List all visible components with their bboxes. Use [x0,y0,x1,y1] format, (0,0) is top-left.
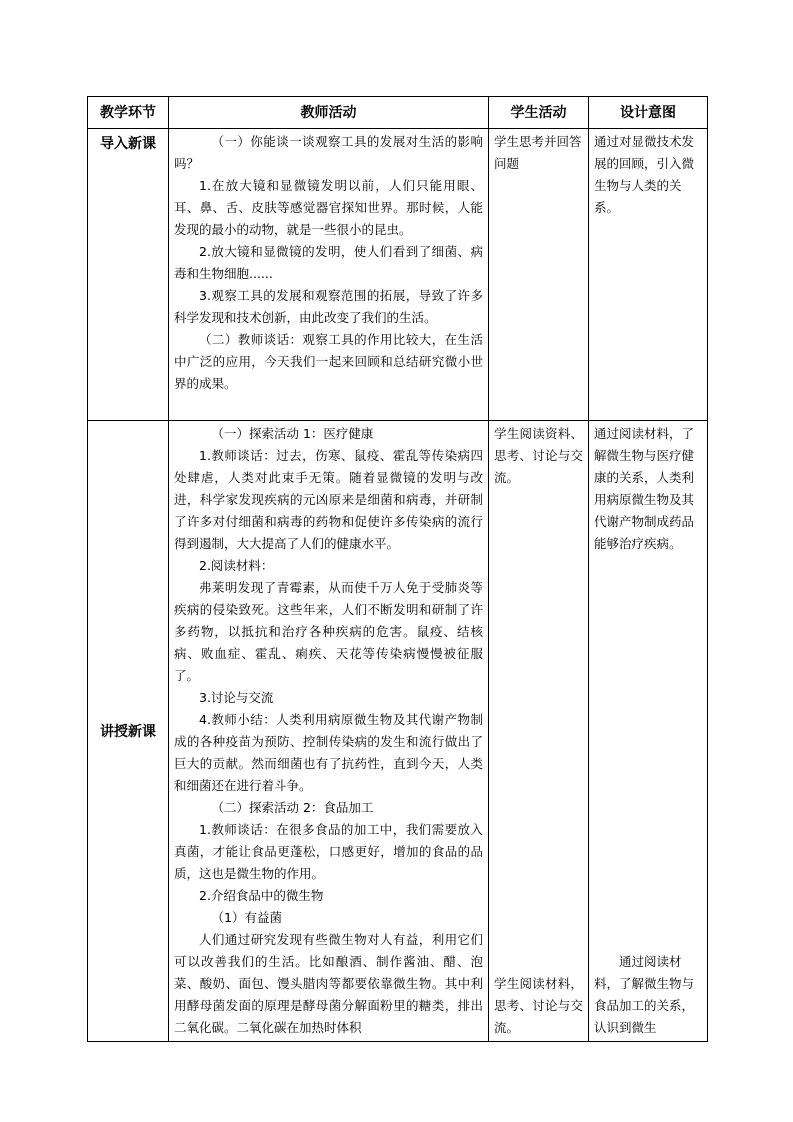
teacher-paragraph: 2.介绍食品中的微生物 [199,888,324,903]
student-text: 学生阅读资料、思考、讨论与交流。 [494,426,583,485]
teacher-paragraph: 1.教师谈话：过去，伤寒、鼠疫、霍乱等传染病四处肆虐，人类对此束手无策。随着显微镜的发明与改进，科学家发现疾病的元凶原来是细菌和病毒，并研制了许多对付细菌和病毒的药物和促使许多传染病的流行得到遏制，大大提高了人们的健康水平。 [174,448,483,551]
teacher-cell [169,421,489,1042]
teacher-paragraph: 1.在放大镜和显微镜发明以前，人们只能用眼、耳、鼻、舌、皮肤等感觉器官探知世界。那时候，人能发现的最小的动物，就是一些很小的昆虫。 [174,178,483,237]
teacher-paragraph: （1）有益菌 [211,910,282,925]
teacher-paragraph: （二）教师谈话：观察工具的作用比较大，在生活中广泛的应用，今天我们一起来回顾和总结研究微小世界的成果。 [174,332,483,391]
stage-cell: 讲授新课 [88,421,169,1042]
teacher-paragraph: 2.阅读材料： [199,558,274,573]
stage-cell: 导入新课 [88,129,169,421]
intent-text: 通过对显微技术发展的回顾，引入微生物与人类的关系。 [594,134,695,215]
lesson-plan-table [87,96,708,1042]
table-row [88,129,708,421]
student-text: 学生阅读材料，思考、讨论与交流。 [494,976,583,1035]
teacher-paragraph: 人们通过研究发现有些微生物对人有益，利用它们可以改善我们的生活。比如酿酒、制作酱油、醋、泡菜、酸奶、面包、馒头腊肉等都要依靠微生物。其中利用酵母菌发面的原理是酵母菌分解面粉里的糖类，排出二氧化碳。二氧化碳在加热时体积 [174,932,483,1035]
teacher-paragraph: 4.教师小结：人类利用病原微生物及其代谢产物制成的各种疫苗为预防、控制传染病的发生和流行做出了巨大的贡献。然而细菌也有了抗药性，直到今天，人类和细菌还在进行着斗争。 [174,712,483,793]
teacher-paragraph: 3.讨论与交流 [199,690,274,705]
intent-cell [589,129,708,421]
header-stage: 教学环节 [88,97,169,129]
teacher-paragraph: 3.观察工具的发展和观察范围的拓展，导致了许多科学发现和技术创新，由此改变了我们的生活。 [174,288,483,325]
teacher-paragraph: 1.教师谈话：在很多食品的加工中，我们需要放入真菌，才能让食品更蓬松，口感更好，增加的食品的品质，这也是微生物的作用。 [174,822,483,881]
teacher-paragraph: 2.放大镜和显微镜的发明，使人们看到了细菌、病毒和生物细胞...... [174,244,483,281]
student-cell [489,421,589,1042]
intent-cell [589,421,708,1042]
student-cell [489,129,589,421]
teacher-paragraph: （一）你能谈一谈观察工具的发展对生活的影响吗？ [174,134,483,171]
table-row [88,421,708,1042]
header-student: 学生活动 [489,97,589,129]
header-intent: 设计意图 [589,97,708,129]
table-header-row [88,97,708,129]
intent-text: 通过阅读材料，了解微生物与食品加工的关系，认识到微生 [594,954,695,1035]
teacher-paragraph: （一）探索活动 1：医疗健康 [211,426,374,441]
teacher-paragraph: 弗莱明发现了青霉素，从而使千万人免于受肺炎等疾病的侵染致死。这些年来，人们不断发明和研制了许多药物，以抵抗和治疗各种疾病的危害。鼠疫、结核病、败血症、霍乱、痢疾、天花等传染病慢慢被征服了。 [174,580,483,683]
teacher-cell [169,129,489,421]
teacher-paragraph: （二）探索活动 2：食品加工 [211,800,374,815]
header-teacher: 教师活动 [169,97,489,129]
intent-text: 通过阅读材料，了解微生物与医疗健康的关系，人类利用病原微生物及其代谢产物制成药品能够治疗疾病。 [594,426,695,551]
student-text: 学生思考并回答问题 [494,134,582,171]
